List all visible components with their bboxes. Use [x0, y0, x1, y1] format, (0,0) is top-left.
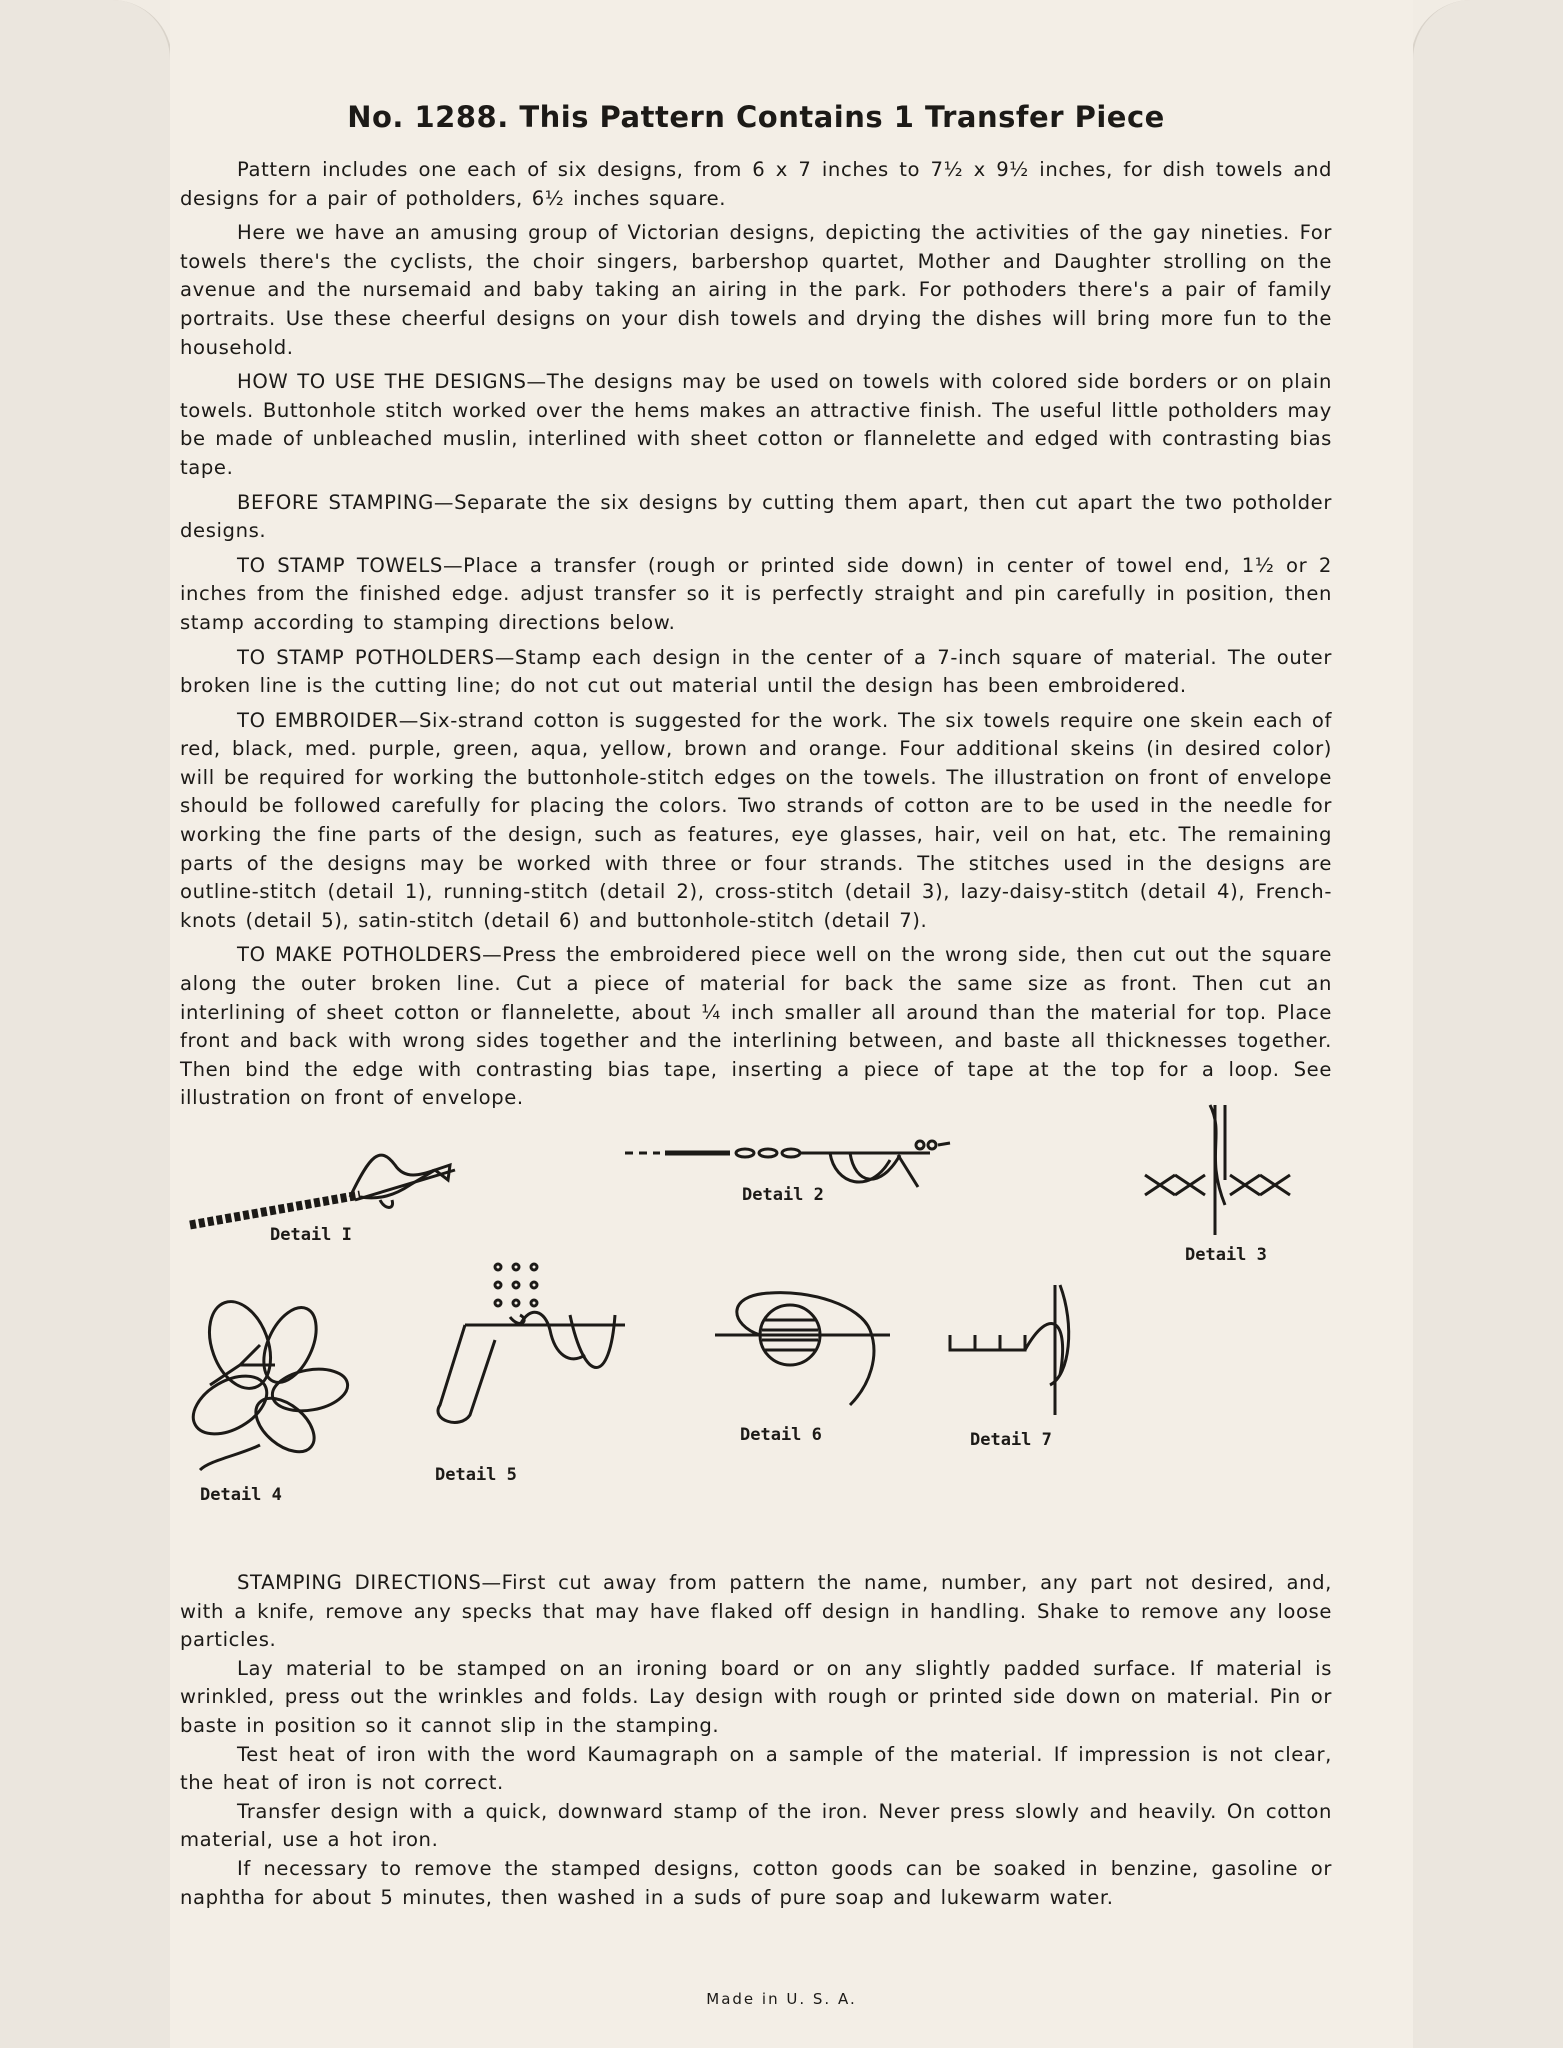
- detail-4-label: Detail 4: [200, 1485, 282, 1505]
- detail-6-label: Detail 6: [740, 1425, 822, 1445]
- buttonhole-stitch-drawing: [940, 1265, 1100, 1425]
- paragraph-how-to-use: HOW TO USE THE DESIGNS—The designs may be used on towels with colored side borders or on plain towels. Buttonhole stitch worked over the hems makes an attractive finish. The useful little potholders may be made of unbleached muslin, interlined with sheet cotton or flannelette and edged with contrasting bias tape.: [180, 370, 1332, 479]
- paragraph-intro: Pattern includes one each of six designs, from 6 x 7 inches to 7½ x 9½ inches, for dish towels and designs for a pair of potholders, 6½ inches square.: [180, 158, 1332, 210]
- detail-4-lazy-daisy-illustration: [180, 1285, 380, 1505]
- lazy-daisy-drawing: [180, 1285, 380, 1485]
- satin-stitch-drawing: [710, 1285, 900, 1415]
- paragraph-transfer-design: Transfer design with a quick, downward stamp of the iron. Never press slowly and heavily. On cotton material, use a hot iron.: [180, 1799, 1332, 1852]
- detail-2-running-stitch-illustration: [620, 1115, 960, 1215]
- detail-7-buttonhole-stitch-illustration: [940, 1265, 1100, 1450]
- detail-7-label: Detail 7: [970, 1430, 1052, 1450]
- pattern-title: No. 1288. This Pattern Contains 1 Transfer Piece: [347, 100, 1165, 134]
- detail-6-satin-stitch-illustration: [710, 1285, 900, 1445]
- detail-3-cross-stitch-illustration: [1130, 1095, 1330, 1265]
- paragraph-stamp-towels: TO STAMP TOWELS—Place a transfer (rough or printed side down) in center of towel end, 1½ or 2 inches from the finished edge. adjust transfer so it is perfectly straight and pin carefully in position, then stamp according to stamping directions below.: [180, 553, 1332, 634]
- cross-stitch-drawing: [1130, 1095, 1330, 1255]
- paragraph-stamping-directions: STAMPING DIRECTIONS—First cut away from pattern the name, number, any part not desired, and, with a knife, remove any specks that may have flaked off design in handling. Shake to remove any loose particles.: [180, 1571, 1332, 1652]
- footer-made-in: Made in U. S. A.: [706, 1990, 857, 2008]
- detail-2-label: Detail 2: [742, 1185, 824, 1205]
- paragraph-stamp-potholders: TO STAMP POTHOLDERS—Stamp each design in the center of a 7-inch square of material. The outer broken line is the cutting line; do not cut out material until the design has been embroidered.: [180, 645, 1332, 698]
- envelope-left-flap: [0, 0, 172, 2048]
- stamping-directions: [180, 1569, 1332, 1912]
- detail-5-french-knots-illustration: [370, 1255, 630, 1485]
- paragraph-test-heat: Test heat of iron with the word Kaumagraph on a sample of the material. If impression is not clear, the heat of iron is not correct.: [180, 1742, 1332, 1795]
- paragraph-embroider: TO EMBROIDER—Six-strand cotton is suggested for the work. The six towels require one skein each of red, black, med. purple, green, aqua, yellow, brown and orange. Four additional skeins (in desired color) will be required for working the buttonhole-stitch edges on the towels. The illustration on front of envelope should be followed carefully for placing the colors. Two strands of cotton are to be used in the needle for working the fine parts of the design, such as features, eye glasses, hair, veil on hat, etc. The remaining parts of the designs may be worked with three or four strands. The stitches used in the designs are outline-stitch (detail 1), running-stitch (detail 2), cross-stitch (detail 3), lazy-daisy-stitch (detail 4), French-knots (detail 5), satin-stitch (detail 6) and buttonhole-stitch (detail 7).: [180, 708, 1332, 932]
- detail-1-outline-stitch-illustration: [180, 1125, 480, 1245]
- paragraph-remove-designs: If necessary to remove the stamped designs, cotton goods can be soaked in benzine, gasoline or naphtha for about 5 minutes, then washed in a suds of pure soap and lukewarm water.: [180, 1856, 1332, 1909]
- paragraph-description: Here we have an amusing group of Victorian designs, depicting the activities of the gay nineties. For towels there's the cyclists, the choir singers, barbershop quartet, Mother and Daughter strolling on the avenue and the nursemaid and baby taking an airing in the park. For pothoders there's a pair of family portraits. Use these cheerful designs on your dish towels and drying the dishes will bring more fun to the household.: [180, 221, 1332, 359]
- paragraph-make-potholders: TO MAKE POTHOLDERS—Press the embroidered piece well on the wrong side, then cut out the square along the outer broken line. Cut a piece of material for back the same size as front. Then cut an interlining of sheet cotton or flannelette, about ¼ inch smaller all around than the material for top. Place front and back with wrong sides together and the interlining between, and baste all thicknesses together. Then bind the edge with contrasting bias tape, inserting a piece of tape at the top for a loop. See illustration on front of envelope.: [180, 943, 1332, 1110]
- detail-1-label: Detail I: [270, 1225, 352, 1245]
- paragraph-before-stamping: BEFORE STAMPING—Separate the six designs by cutting them apart, then cut apart the two potholder designs.: [180, 490, 1332, 543]
- detail-5-label: Detail 5: [435, 1465, 517, 1485]
- instructions-content: [180, 100, 1332, 1912]
- stitch-details: [180, 1125, 1332, 1555]
- envelope-right-flap: [1411, 0, 1563, 2048]
- french-knots-drawing: [370, 1255, 630, 1485]
- paragraph-lay-material: Lay material to be stamped on an ironing board or on any slightly padded surface. If material is wrinkled, press out the wrinkles and folds. Lay design with rough or printed side down on material. Pin or baste in position so it cannot slip in the stamping.: [180, 1656, 1332, 1737]
- detail-3-label: Detail 3: [1185, 1245, 1267, 1265]
